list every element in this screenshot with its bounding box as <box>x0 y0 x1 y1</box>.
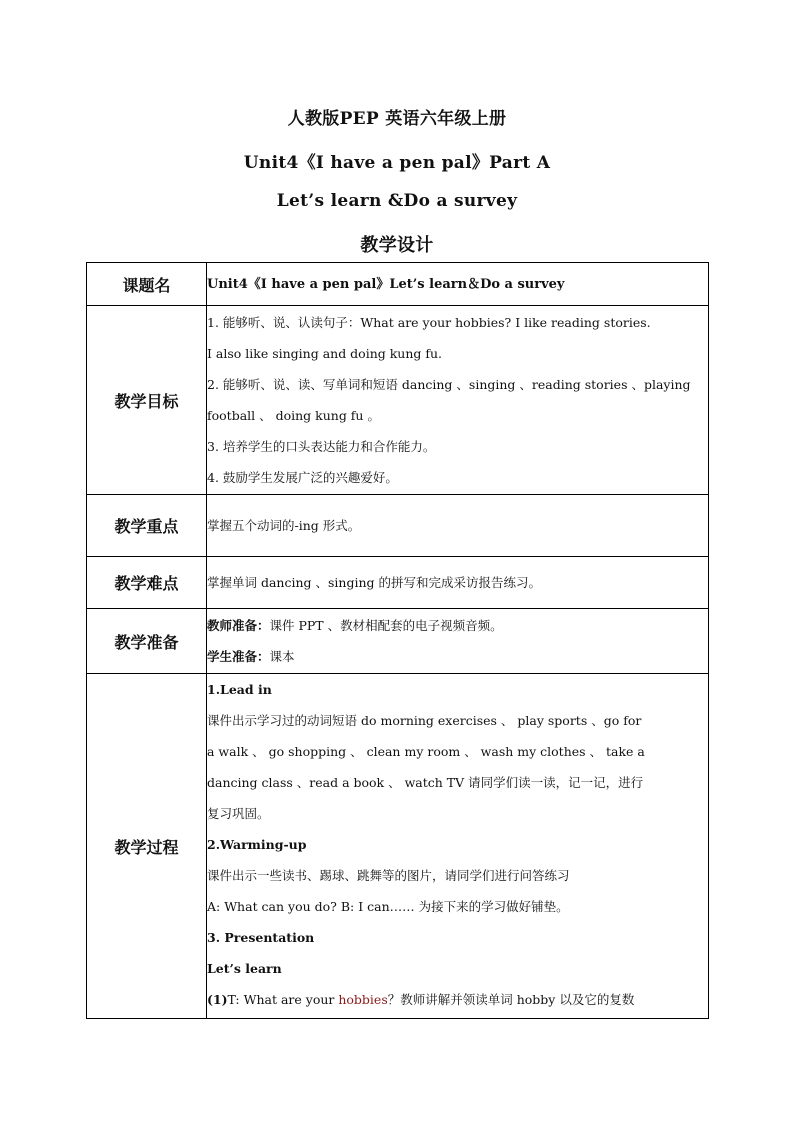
goal-line: football 、 doing kung fu 。 <box>207 408 380 423</box>
lead-in-line: dancing class 、read a book 、 watch TV 请同学们读一读，记一记，进行 <box>207 775 644 790</box>
table-row-topic <box>87 263 709 306</box>
goals-label: 教学目标 <box>87 306 207 495</box>
preparation-cell <box>207 609 709 674</box>
student-prep-label: 学生准备： <box>207 649 270 664</box>
teacher-prep-label: 教师准备： <box>207 618 270 633</box>
section-heading-warming-up: 2.Warming-up <box>207 837 307 852</box>
subheading-lets-learn: Let’s learn <box>207 961 282 976</box>
doc-title-unit: Unit4《I have a pen pal》Part A <box>243 153 551 173</box>
presentation-line <box>207 984 708 1015</box>
table-row-preparation <box>87 609 709 674</box>
difficulties-cell <box>207 557 709 609</box>
lesson-plan-table <box>86 262 709 1019</box>
student-prep-line <box>207 641 708 672</box>
warming-up-line: A: What can you do? B: I can…… 为接下来的学习做好铺垫。 <box>207 899 569 914</box>
highlight-word-hobbies: hobbies <box>338 992 388 1007</box>
goal-line: 2. 能够听、说、读、写单词和短语 dancing 、singing 、reading stories 、playing <box>207 377 691 392</box>
lead-in-line: 复习巩固。 <box>207 806 270 821</box>
warming-up-line: 课件出示一些读书、踢球、跳舞等的图片，请同学们进行问答练习 <box>207 868 570 883</box>
step-text-post: ？教师讲解并领读单词 hobby 以及它的复数 <box>387 992 635 1007</box>
table-row-goals <box>87 306 709 495</box>
section-heading-lead-in: 1.Lead in <box>207 682 272 697</box>
key-points-cell <box>207 495 709 557</box>
doc-title-textbook: 人教版PEP 英语六年级上册 <box>287 109 507 129</box>
topic-cell <box>207 263 709 306</box>
student-prep-value: 课本 <box>269 649 295 664</box>
table-row-difficulties <box>87 557 709 609</box>
doc-title-lesson: Let’s learn &Do a survey <box>276 191 518 211</box>
table-row-key-points <box>87 495 709 557</box>
goals-cell <box>207 306 709 495</box>
goal-line: 3. 培养学生的口头表达能力和合作能力。 <box>207 439 436 454</box>
preparation-label: 教学准备 <box>87 609 207 674</box>
table-row-process <box>87 674 709 1019</box>
step-number: (1) <box>207 992 228 1007</box>
teacher-prep-value: 课件 PPT 、教材相配套的电子视频音频。 <box>269 618 503 633</box>
lead-in-line: a walk 、 go shopping 、 clean my room 、 wash my clothes 、 take a <box>207 744 645 759</box>
process-cell <box>207 674 709 1019</box>
difficulties-value: 掌握单词 dancing 、singing 的拼写和完成采访报告练习。 <box>207 575 541 590</box>
section-heading-presentation: 3. Presentation <box>207 930 315 945</box>
teacher-prep-line <box>207 610 708 641</box>
key-points-label: 教学重点 <box>87 495 207 557</box>
goal-line: I also like singing and doing kung fu. <box>207 346 443 361</box>
goal-line: 1. 能够听、说、认读句子：What are your hobbies? I like reading stories. <box>207 315 651 330</box>
topic-value: Unit4《I have a pen pal》Let’s learn＆Do a survey <box>207 277 565 292</box>
goal-line: 4. 鼓励学生发展广泛的兴趣爱好。 <box>207 470 398 485</box>
topic-label: 课题名 <box>87 263 207 306</box>
lead-in-line: 课件出示学习过的动词短语 do morning exercises 、 play sports 、go for <box>207 713 642 728</box>
key-points-value: 掌握五个动词的-ing 形式。 <box>207 518 361 533</box>
doc-title-design: 教学设计 <box>360 235 434 256</box>
difficulties-label: 教学难点 <box>87 557 207 609</box>
step-text-pre: T: What are your <box>227 992 339 1007</box>
process-label: 教学过程 <box>87 674 207 1019</box>
